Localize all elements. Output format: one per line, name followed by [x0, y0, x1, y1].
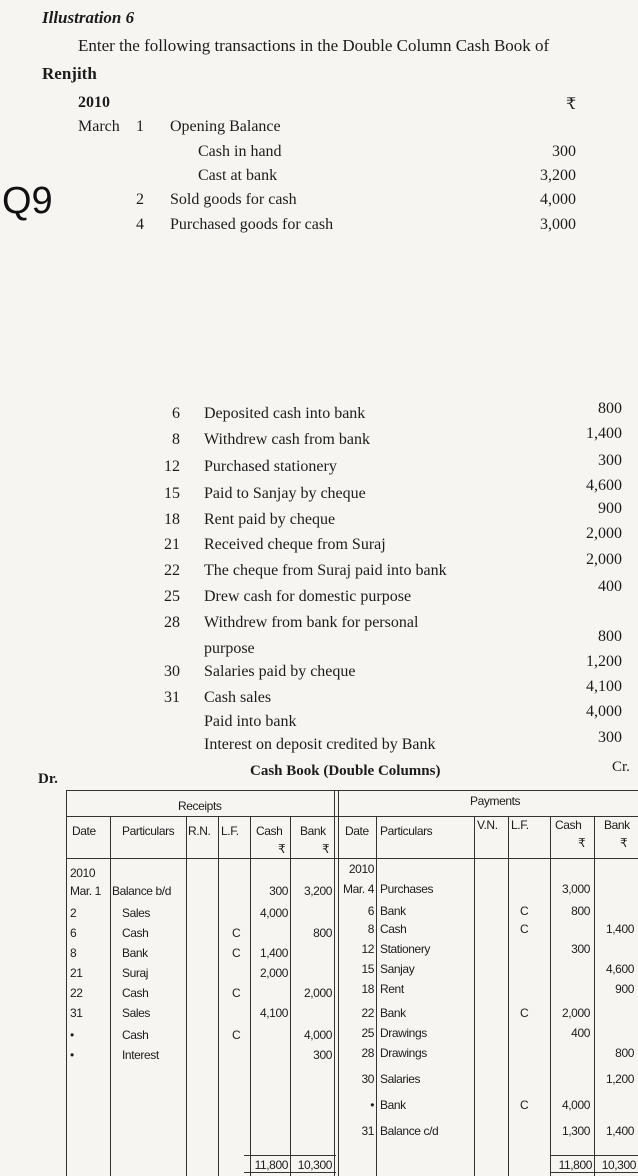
left-row-cash: 300: [269, 884, 288, 898]
part1-day: 4: [136, 216, 144, 233]
left-row-date: 21: [70, 966, 83, 980]
part2-description: Purchased stationery: [204, 458, 337, 475]
right-row-date: 31: [361, 1124, 374, 1138]
right-row-cash: 800: [571, 904, 590, 918]
part2-amount: 400: [598, 578, 622, 595]
left-row-cash: 4,100: [259, 1006, 288, 1020]
part1-amount: 3,000: [540, 216, 576, 233]
part2-amount: 4,100: [586, 678, 622, 695]
part2-day: 6: [172, 405, 180, 422]
left-date-header: Date: [72, 824, 96, 838]
left-row-date: 8: [70, 946, 77, 960]
left-row-date: Mar. 1: [70, 884, 101, 898]
part1-description: Opening Balance: [170, 118, 281, 135]
left-row-date: 2: [70, 906, 77, 920]
left-row-lf: C: [232, 986, 241, 1000]
part1-description: Sold goods for cash: [170, 191, 297, 208]
right-row-particulars: Drawings: [380, 1046, 427, 1060]
left-row-date: 6: [70, 926, 77, 940]
right-row-date: 18: [361, 982, 374, 996]
left-row-bank: 3,200: [303, 884, 332, 898]
right-row-bank: 1,200: [605, 1072, 634, 1086]
left-row-bank: 4,000: [303, 1028, 332, 1042]
receipts-label: Receipts: [178, 799, 222, 813]
part2-description: Salaries paid by cheque: [204, 663, 356, 680]
left-row-bank: 800: [313, 926, 332, 940]
left-lf-header: L.F.: [221, 824, 239, 838]
right-row-cash: 400: [571, 1026, 590, 1040]
illustration-title: Illustration 6: [42, 8, 135, 27]
part2-description: Cash sales: [204, 689, 272, 706]
left-row-cash: 2,000: [259, 966, 288, 980]
part2-amount: 1,200: [586, 653, 622, 670]
part2-amount: 800: [598, 400, 622, 417]
part2-description: Received cheque from Suraj: [204, 536, 386, 553]
part1-day: 2: [136, 191, 144, 208]
right-row-particulars: Drawings: [380, 1026, 427, 1040]
left-row-particulars: Bank: [122, 946, 148, 960]
right-date-header: Date: [345, 824, 369, 838]
right-row-date: 12: [361, 942, 374, 956]
part2-day: 31: [164, 689, 180, 706]
left-row-cash: 4,000: [259, 906, 288, 920]
left-row-lf: C: [232, 1028, 241, 1042]
part2-description: Withdrew from bank for personal: [204, 614, 419, 631]
left-row-bank: 300: [313, 1048, 332, 1062]
part2-amount: 1,400: [586, 425, 622, 442]
left-row-particulars: Interest: [122, 1048, 159, 1062]
right-particulars-header: Particulars: [380, 824, 433, 838]
left-row-date: •: [70, 1048, 74, 1062]
question-label: Q9: [2, 180, 53, 222]
part2-amount: 800: [598, 628, 622, 645]
right-vn-header: V.N.: [477, 818, 498, 832]
part2-day: 22: [164, 562, 180, 579]
right-bank-header: Bank: [604, 818, 630, 832]
part2-day: 30: [164, 663, 180, 680]
left-row-particulars: Sales: [122, 1006, 151, 1020]
left-row-date: 2010: [70, 866, 96, 880]
right-row-lf: C: [520, 1006, 529, 1020]
left-total-bank: 10,300: [297, 1158, 332, 1172]
debit-label: Dr.: [38, 771, 58, 787]
left-cash-header: Cash: [256, 824, 283, 838]
right-row-date: 8: [367, 922, 374, 936]
right-row-date: 28: [361, 1046, 374, 1060]
part1-description: Cast at bank: [198, 167, 278, 184]
part1-description: Purchased goods for cash: [170, 216, 334, 233]
part2-amount: 2,000: [586, 525, 622, 542]
right-row-lf: C: [520, 904, 529, 918]
right-row-cash: 4,000: [561, 1098, 590, 1112]
right-total-cash: 11,800: [558, 1158, 592, 1172]
part2-day: 15: [164, 485, 180, 502]
part2-description: Paid to Sanjay by cheque: [204, 485, 366, 502]
part1-amount: 3,200: [540, 167, 576, 184]
right-row-particulars: Sanjay: [380, 962, 415, 976]
right-row-date: 25: [361, 1026, 374, 1040]
right-row-date: 6: [367, 904, 374, 918]
right-row-particulars: Bank: [380, 1006, 406, 1020]
part2-description: Deposited cash into bank: [204, 405, 366, 422]
part2-description: purpose: [204, 640, 255, 657]
right-row-lf: C: [520, 1098, 529, 1112]
part2-amount: 2,000: [586, 551, 622, 568]
left-row-particulars: Sales: [122, 906, 151, 920]
left-row-date: 31: [70, 1006, 83, 1020]
part2-amount: 300: [598, 452, 622, 469]
right-row-date: Mar. 4: [343, 882, 374, 896]
left-row-particulars: Suraj: [122, 966, 149, 980]
right-row-particulars: Stationery: [380, 942, 431, 956]
left-row-particulars: Cash: [122, 986, 149, 1000]
part2-day: 8: [172, 431, 180, 448]
part2-description: Paid into bank: [204, 713, 297, 730]
right-row-bank: 900: [615, 982, 634, 996]
right-row-bank: 4,600: [605, 962, 634, 976]
right-row-cash: 300: [571, 942, 590, 956]
payments-label: Payments: [470, 794, 521, 808]
part1-amount: 300: [552, 143, 576, 160]
part2-description: Drew cash for domestic purpose: [204, 588, 412, 605]
person-name: Renjith: [42, 64, 97, 83]
part1-day: 1: [136, 118, 144, 135]
right-row-date: 22: [361, 1006, 374, 1020]
right-bank-unit: ₹: [620, 836, 628, 850]
left-row-cash: 1,400: [259, 946, 288, 960]
left-row-lf: C: [232, 946, 241, 960]
part2-amount: 4,000: [586, 703, 622, 720]
part2-amount: 900: [598, 500, 622, 517]
right-row-date: •: [370, 1098, 374, 1112]
right-row-particulars: Purchases: [380, 882, 434, 896]
left-bank-unit: ₹: [322, 842, 330, 856]
right-row-cash: 3,000: [561, 882, 590, 896]
part1-description: Cash in hand: [198, 143, 282, 160]
right-row-particulars: Cash: [380, 922, 407, 936]
left-rn-header: R.N.: [188, 824, 211, 838]
right-cash-header: Cash: [555, 818, 582, 832]
currency-symbol: ₹: [566, 96, 577, 113]
right-row-particulars: Bank: [380, 1098, 406, 1112]
cashbook-title: Cash Book (Double Columns): [250, 763, 441, 779]
part2-amount: 300: [598, 729, 622, 746]
right-row-bank: 1,400: [605, 922, 634, 936]
part2-description: Withdrew cash from bank: [204, 431, 370, 448]
left-row-date: •: [70, 1028, 74, 1042]
right-row-particulars: Balance c/d: [380, 1124, 439, 1138]
part2-description: Rent paid by cheque: [204, 511, 336, 528]
left-row-particulars: Cash: [122, 1028, 149, 1042]
month-label: March: [78, 118, 120, 135]
left-row-particulars: Cash: [122, 926, 149, 940]
left-row-bank: 2,000: [303, 986, 332, 1000]
right-row-particulars: Rent: [380, 982, 404, 996]
right-row-cash: 2,000: [561, 1006, 590, 1020]
left-particulars-header: Particulars: [122, 824, 175, 838]
right-row-date: 30: [361, 1072, 374, 1086]
right-row-cash: 1,300: [561, 1124, 590, 1138]
part2-day: 12: [164, 458, 180, 475]
left-bank-header: Bank: [300, 824, 326, 838]
right-total-bank: 10,300: [601, 1158, 636, 1172]
part2-day: 21: [164, 536, 180, 553]
year-label: 2010: [78, 94, 110, 111]
part2-description: The cheque from Suraj paid into bank: [204, 562, 447, 579]
credit-label: Cr.: [612, 759, 630, 775]
part2-description: Interest on deposit credited by Bank: [204, 736, 436, 753]
left-total-cash: 11,800: [254, 1158, 288, 1172]
right-row-bank: 800: [615, 1046, 634, 1060]
part2-amount: 4,600: [586, 477, 622, 494]
left-row-particulars: Balance b/d: [112, 884, 171, 898]
part2-day: 18: [164, 511, 180, 528]
right-cash-unit: ₹: [578, 836, 586, 850]
part2-day: 25: [164, 588, 180, 605]
right-row-particulars: Bank: [380, 904, 406, 918]
right-lf-header: L.F.: [511, 818, 529, 832]
left-cash-unit: ₹: [278, 842, 286, 856]
right-row-bank: 1,400: [605, 1124, 634, 1138]
right-row-date: 2010: [348, 862, 374, 876]
instruction-text: Enter the following transactions in the Double Column Cash Book of: [78, 36, 550, 55]
left-row-lf: C: [232, 926, 241, 940]
right-row-date: 15: [361, 962, 374, 976]
right-row-lf: C: [520, 922, 529, 936]
part2-day: 28: [164, 614, 180, 631]
right-row-particulars: Salaries: [380, 1072, 421, 1086]
part1-amount: 4,000: [540, 191, 576, 208]
left-row-date: 22: [70, 986, 83, 1000]
